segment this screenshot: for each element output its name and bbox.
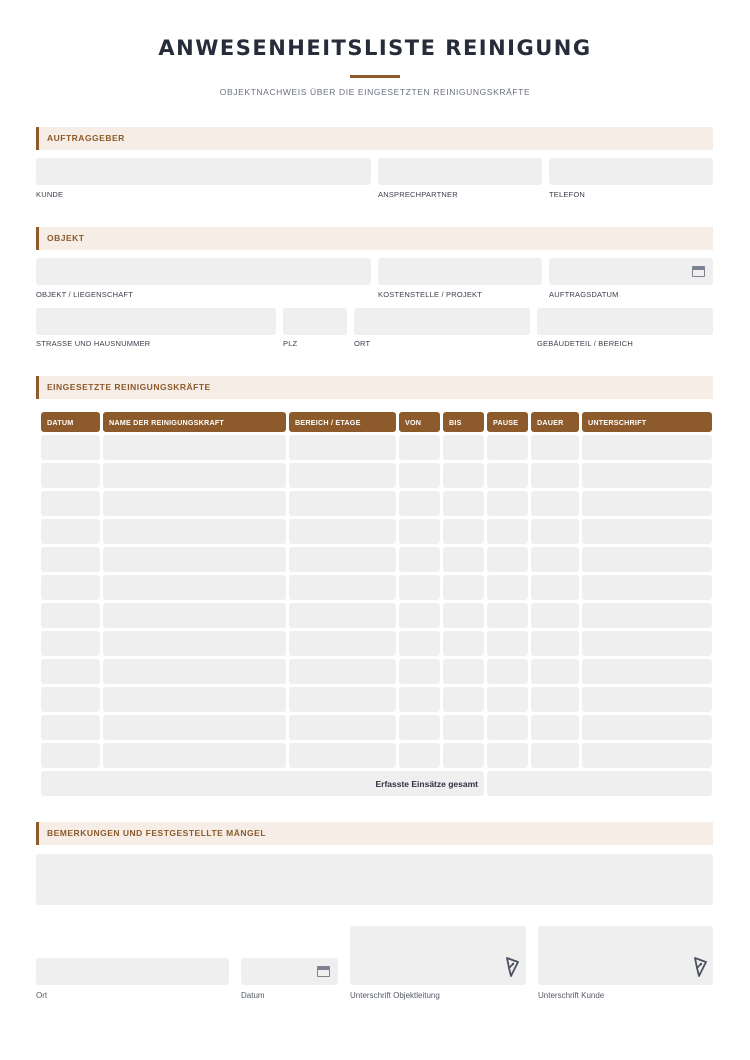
signature-cell[interactable] [582,575,712,600]
from-cell[interactable] [399,715,440,740]
from-cell[interactable] [399,687,440,712]
cost-center-field[interactable] [378,258,542,285]
signature-manager-field[interactable] [350,926,526,985]
order-date-field[interactable] [549,258,713,285]
section-staff-header: EINGESETZTE REINIGUNGSKRÄFTE [36,376,713,399]
date-cell[interactable] [41,687,100,712]
street-label: STRASSE UND HAUSNUMMER [36,339,151,348]
to-cell[interactable] [443,575,484,600]
name-cell[interactable] [103,603,286,628]
pen-nib-icon [504,956,520,978]
from-cell[interactable] [399,743,440,768]
customer-label: KUNDE [36,190,64,199]
section-client-header: AUFTRAGGEBER [36,127,713,150]
date-cell[interactable] [41,575,100,600]
table-row [41,575,712,600]
area-cell[interactable] [289,435,396,460]
contact-label: ANSPRECHPARTNER [378,190,458,199]
duration-cell[interactable] [531,743,579,768]
name-cell[interactable] [103,575,286,600]
table-row [41,463,712,488]
date-cell[interactable] [41,435,100,460]
duration-cell[interactable] [531,659,579,684]
break-cell[interactable] [487,547,528,572]
page-title: ANWESENHEITSLISTE REINIGUNG [158,36,592,60]
date-cell[interactable] [41,715,100,740]
duration-cell[interactable] [531,519,579,544]
order-date-label: AUFTRAGSDATUM [549,290,619,299]
name-cell[interactable] [103,435,286,460]
duration-cell[interactable] [531,715,579,740]
area-cell[interactable] [289,743,396,768]
break-cell[interactable] [487,435,528,460]
signature-cell[interactable] [582,631,712,656]
remarks-textarea[interactable] [36,854,713,905]
duration-cell[interactable] [531,435,579,460]
to-cell[interactable] [443,547,484,572]
signature-cell[interactable] [582,519,712,544]
table-row [41,435,712,460]
table-row [41,547,712,572]
signature-cell[interactable] [582,715,712,740]
break-cell[interactable] [487,743,528,768]
place-label: Ort [36,991,48,1000]
title-divider [350,75,400,78]
name-cell[interactable] [103,547,286,572]
col-from-header: VON [399,412,440,432]
contact-field[interactable] [378,158,542,185]
name-cell[interactable] [103,631,286,656]
signature-customer-label: Unterschrift Kunde [538,991,605,1000]
duration-cell[interactable] [531,603,579,628]
section-remarks-header: BEMERKUNGEN UND FESTGESTELLTE MÄNGEL [36,822,713,845]
area-cell[interactable] [289,659,396,684]
to-cell[interactable] [443,603,484,628]
date-cell[interactable] [41,519,100,544]
to-cell[interactable] [443,435,484,460]
section-object-header: OBJEKT [36,227,713,250]
cost-center-label: KOSTENSTELLE / PROJEKT [378,290,483,299]
to-cell[interactable] [443,631,484,656]
building-part-field[interactable] [537,308,713,335]
table-row [41,715,712,740]
date-cell[interactable] [41,631,100,656]
calendar-icon[interactable] [317,966,330,977]
city-field[interactable] [354,308,530,335]
name-cell[interactable] [103,687,286,712]
place-field[interactable] [36,958,229,985]
area-cell[interactable] [289,687,396,712]
from-cell[interactable] [399,575,440,600]
name-cell[interactable] [103,463,286,488]
col-duration-header: DAUER [531,412,579,432]
break-cell[interactable] [487,603,528,628]
signature-cell[interactable] [582,547,712,572]
area-cell[interactable] [289,575,396,600]
duration-cell[interactable] [531,631,579,656]
duration-cell[interactable] [531,547,579,572]
to-cell[interactable] [443,687,484,712]
attendance-table [38,409,715,799]
signature-cell[interactable] [582,659,712,684]
from-cell[interactable] [399,491,440,516]
from-cell[interactable] [399,463,440,488]
street-field[interactable] [36,308,276,335]
area-cell[interactable] [289,547,396,572]
from-cell[interactable] [399,659,440,684]
table-row [41,631,712,656]
signature-cell[interactable] [582,463,712,488]
phone-field[interactable] [549,158,713,185]
date-label: Datum [241,991,265,1000]
area-cell[interactable] [289,519,396,544]
area-cell[interactable] [289,491,396,516]
area-cell[interactable] [289,715,396,740]
duration-cell[interactable] [531,463,579,488]
col-break-header: PAUSE [487,412,528,432]
duration-cell[interactable] [531,491,579,516]
break-cell[interactable] [487,715,528,740]
break-cell[interactable] [487,463,528,488]
area-cell[interactable] [289,631,396,656]
from-cell[interactable] [399,631,440,656]
pen-nib-icon [692,956,708,978]
signature-cell[interactable] [582,687,712,712]
table-row [41,659,712,684]
break-cell[interactable] [487,519,528,544]
table-row [41,603,712,628]
date-cell[interactable] [41,491,100,516]
phone-label: TELEFON [549,190,585,199]
col-date-header: DATUM [41,412,100,432]
signature-manager-label: Unterschrift Objektleitung [350,991,440,1000]
customer-field[interactable] [36,158,371,185]
break-cell[interactable] [487,659,528,684]
name-cell[interactable] [103,715,286,740]
col-signature-header: UNTERSCHRIFT [582,412,712,432]
break-cell[interactable] [487,631,528,656]
to-cell[interactable] [443,463,484,488]
property-label: OBJEKT / LIEGENSCHAFT [36,290,133,299]
table-row [41,491,712,516]
to-cell[interactable] [443,519,484,544]
duration-cell[interactable] [531,575,579,600]
date-cell[interactable] [41,659,100,684]
to-cell[interactable] [443,659,484,684]
from-cell[interactable] [399,519,440,544]
property-field[interactable] [36,258,371,285]
calendar-icon[interactable] [692,266,705,277]
zip-label: PLZ [283,339,298,348]
table-header-row [41,412,712,432]
building-part-label: GEBÄUDETEIL / BEREICH [537,339,634,348]
table-row [41,519,712,544]
to-cell[interactable] [443,491,484,516]
date-cell[interactable] [41,463,100,488]
duration-cell[interactable] [531,687,579,712]
date-cell[interactable] [41,547,100,572]
col-to-header: BIS [443,412,484,432]
signature-cell[interactable] [582,743,712,768]
break-cell[interactable] [487,687,528,712]
col-name-header: NAME DER REINIGUNGSKRAFT [103,412,286,432]
to-cell[interactable] [443,743,484,768]
table-total-row [41,771,712,796]
to-cell[interactable] [443,715,484,740]
area-cell[interactable] [289,603,396,628]
name-cell[interactable] [103,491,286,516]
zip-field[interactable] [283,308,347,335]
table-row [41,687,712,712]
name-cell[interactable] [103,743,286,768]
signature-cell[interactable] [582,603,712,628]
date-cell[interactable] [41,603,100,628]
area-cell[interactable] [289,463,396,488]
total-label: Erfasste Einsätze gesamt [41,771,484,796]
col-area-header: BEREICH / ETAGE [289,412,396,432]
name-cell[interactable] [103,659,286,684]
date-field[interactable] [241,958,338,985]
from-cell[interactable] [399,547,440,572]
table-row [41,743,712,768]
from-cell[interactable] [399,435,440,460]
from-cell[interactable] [399,603,440,628]
break-cell[interactable] [487,491,528,516]
total-value-field[interactable] [487,771,712,796]
name-cell[interactable] [103,519,286,544]
date-cell[interactable] [41,743,100,768]
city-label: ORT [354,339,371,348]
page-subtitle: OBJEKTNACHWEIS ÜBER DIE EINGESETZTEN REINIGUNGSKRÄFTE [219,87,531,97]
signature-cell[interactable] [582,435,712,460]
signature-cell[interactable] [582,491,712,516]
break-cell[interactable] [487,575,528,600]
signature-customer-field[interactable] [538,926,713,985]
